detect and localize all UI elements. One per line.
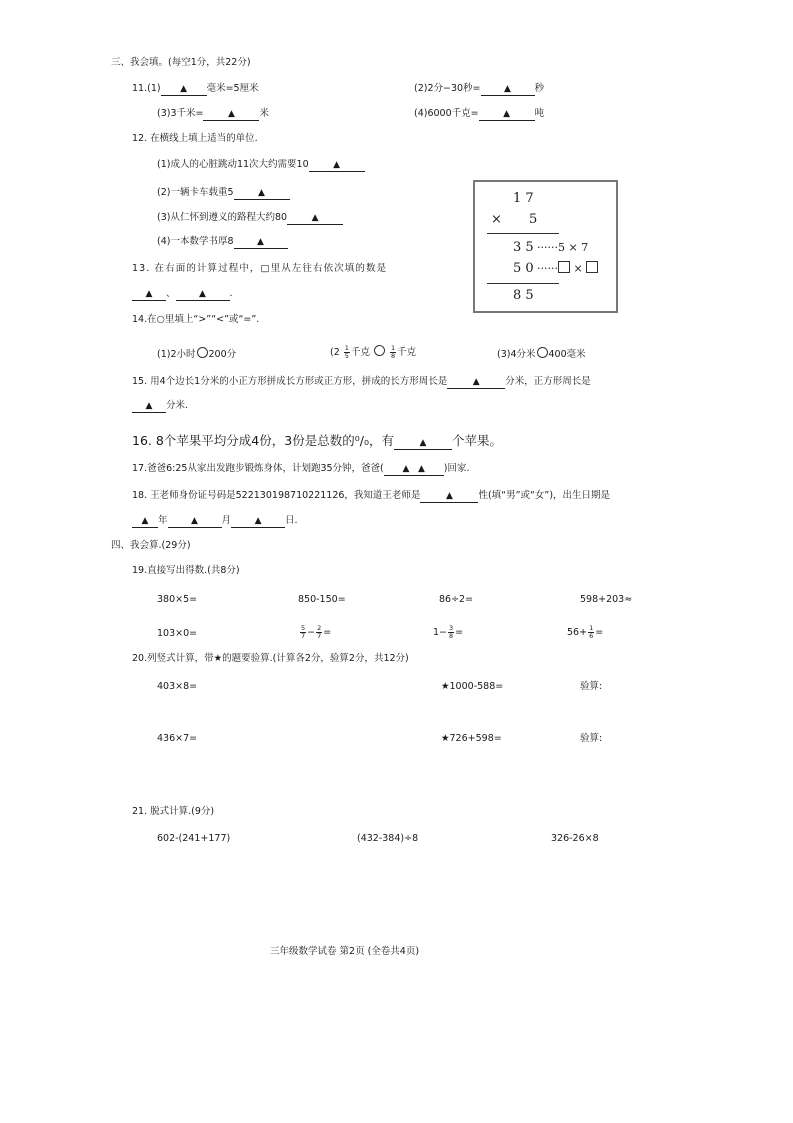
- q20-check2: 验算:: [580, 733, 603, 744]
- fraction-one-eighth: $\frac{1}{8}$: [391, 344, 396, 360]
- compare-circle[interactable]: [197, 347, 208, 358]
- fraction-two-sevenths: $\frac{2}{7}$: [317, 624, 322, 640]
- calc-times-sign: ×: [491, 212, 502, 227]
- q16-line: 16. 8个苹果平均分成4份，3份是总数的⁰/₀，有 ▲ 个苹果。: [132, 433, 502, 448]
- q15-line1: 15. 用4个边长1分米的小正方形拼成长方形或正方形，拼成的长方形周长是 ▲ 分米，正方形周长是: [132, 376, 591, 387]
- answer-blank[interactable]: ▲: [481, 83, 535, 96]
- section-three-header: 三、我会填。(每空1分，共22分): [111, 57, 251, 68]
- q17-line: 17.爸爸6:25从家出发跑步锻炼身体，计划跑35分钟，爸爸( ▲ ▲ )回家.: [132, 463, 470, 474]
- q13-answers: ▲ 、 ▲ .: [132, 287, 233, 301]
- q19-c: 86÷2=: [439, 594, 474, 605]
- calc-multiplier: 5: [529, 212, 538, 227]
- compare-circle[interactable]: [374, 345, 385, 356]
- answer-blank[interactable]: ▲: [132, 515, 158, 528]
- q12-item1: (1)成人的心脏跳动11次大约需要10 ▲: [157, 158, 365, 172]
- q19-e: 103×0=: [157, 628, 198, 639]
- q12-item2: (2)一辆卡车载重5 ▲: [157, 186, 290, 200]
- answer-blank[interactable]: ▲: [234, 236, 288, 249]
- answer-blank[interactable]: ▲: [394, 437, 452, 450]
- fraction-three-eighths: $\frac{3}{8}$: [449, 624, 454, 640]
- blank-square-left[interactable]: [558, 261, 570, 273]
- calc-partial-35: 3 5: [513, 240, 534, 255]
- q20-d: ★726+598=: [441, 733, 502, 744]
- answer-blank[interactable]: ▲: [309, 159, 365, 172]
- q19-title: 19.直接写出得数.(共8分): [132, 565, 240, 576]
- answer-blank[interactable]: ▲ ▲: [384, 463, 444, 476]
- q20-c: 436×7=: [157, 733, 198, 744]
- q13-text: 13. 在右面的计算过程中，□里从左往右依次填的数是: [132, 263, 388, 274]
- page-footer: 三年级数学试卷 第2页 (全卷共4页): [270, 946, 420, 957]
- answer-blank[interactable]: ▲: [203, 108, 259, 121]
- calc-partial-50-note: ······ ×: [537, 261, 598, 277]
- compare-circle[interactable]: [537, 347, 548, 358]
- q20-check1: 验算:: [580, 681, 603, 692]
- answer-blank[interactable]: ▲: [161, 83, 207, 96]
- fraction-one-fifth: $\frac{1}{5}$: [344, 344, 349, 360]
- q14-part1: (1)2小时 200分: [157, 349, 237, 360]
- q19-d: 598+203≈: [580, 594, 633, 605]
- calc-line-top: [487, 233, 559, 234]
- q12-item3: (3)从仁怀到遵义的路程大约80 ▲: [157, 211, 343, 225]
- answer-blank[interactable]: ▲: [420, 490, 478, 503]
- q21-a: 602-(241+177): [157, 833, 231, 844]
- fraction-five-sevenths: $\frac{5}{7}$: [301, 624, 306, 640]
- answer-blank[interactable]: ▲: [447, 376, 505, 389]
- q21-b: (432-384)÷8: [357, 833, 419, 844]
- answer-blank[interactable]: ▲: [132, 400, 166, 413]
- q11-part2: (2)2分−30秒= ▲ 秒: [414, 83, 545, 94]
- q18-line1: 18. 王老师身份证号码是522130198710221126，我知道王老师是 ▲ 性(填“男”或“女”)，出生日期是: [132, 490, 611, 501]
- q11-part3: (3)3千米= ▲ 米: [157, 108, 269, 119]
- q11-part1: 11.(1) ▲ 毫米=5厘米: [132, 83, 259, 94]
- calc-product: 8 5: [513, 288, 534, 303]
- answer-blank[interactable]: ▲: [479, 108, 535, 121]
- q21-title: 21. 脱式计算.(9分): [132, 806, 215, 817]
- q14-title: 14.在○里填上“>”“<”或“=”.: [132, 314, 260, 325]
- q12-item4: (4)一本数学书厚8 ▲: [157, 235, 288, 249]
- calc-multiplicand: 1 7: [513, 191, 534, 206]
- answer-blank[interactable]: ▲: [176, 288, 230, 301]
- q20-b: ★1000-588=: [441, 681, 504, 692]
- answer-blank[interactable]: ▲: [132, 288, 166, 301]
- answer-blank[interactable]: ▲: [287, 212, 343, 225]
- q19-f: $\frac{5}{7}$ − $\frac{2}{7}$ =: [301, 624, 332, 640]
- answer-blank[interactable]: ▲: [231, 515, 285, 528]
- q15-line2: ▲ 分米.: [132, 399, 188, 413]
- q21-c: 326-26×8: [551, 833, 599, 844]
- calc-line-bottom: [487, 283, 559, 284]
- q14-part3: (3)4分米 400毫米: [497, 349, 586, 360]
- q11-part4: (4)6000千克= ▲ 吨: [414, 108, 545, 119]
- vertical-calculation-box: [473, 180, 618, 313]
- answer-blank[interactable]: ▲: [168, 515, 222, 528]
- answer-blank[interactable]: ▲: [234, 187, 290, 200]
- q19-b: 850-150=: [298, 594, 346, 605]
- q19-h: 56+ $\frac{1}{6}$ =: [567, 624, 604, 640]
- q20-title: 20.列竖式计算，带★的题要验算.(计算各2分，验算2分，共12分): [132, 653, 409, 664]
- calc-partial-35-note: ······5 × 7: [537, 241, 589, 254]
- q19-a: 380×5=: [157, 594, 198, 605]
- fraction-one-sixth: $\frac{1}{6}$: [589, 624, 594, 640]
- q12-title: 12. 在横线上填上适当的单位.: [132, 133, 258, 144]
- q14-part2: (2 $\frac{1}{5}$ 千克 $\frac{1}{8}$ 千克: [330, 344, 417, 360]
- q19-g: 1− $\frac{3}{8}$ =: [433, 624, 464, 640]
- section-four-header: 四、我会算.(29分): [111, 540, 191, 551]
- blank-square-right[interactable]: [586, 261, 598, 273]
- calc-partial-50: 5 0: [513, 261, 534, 276]
- q18-line2: ▲ 年 ▲ 月 ▲ 日.: [132, 514, 298, 528]
- q20-a: 403×8=: [157, 681, 198, 692]
